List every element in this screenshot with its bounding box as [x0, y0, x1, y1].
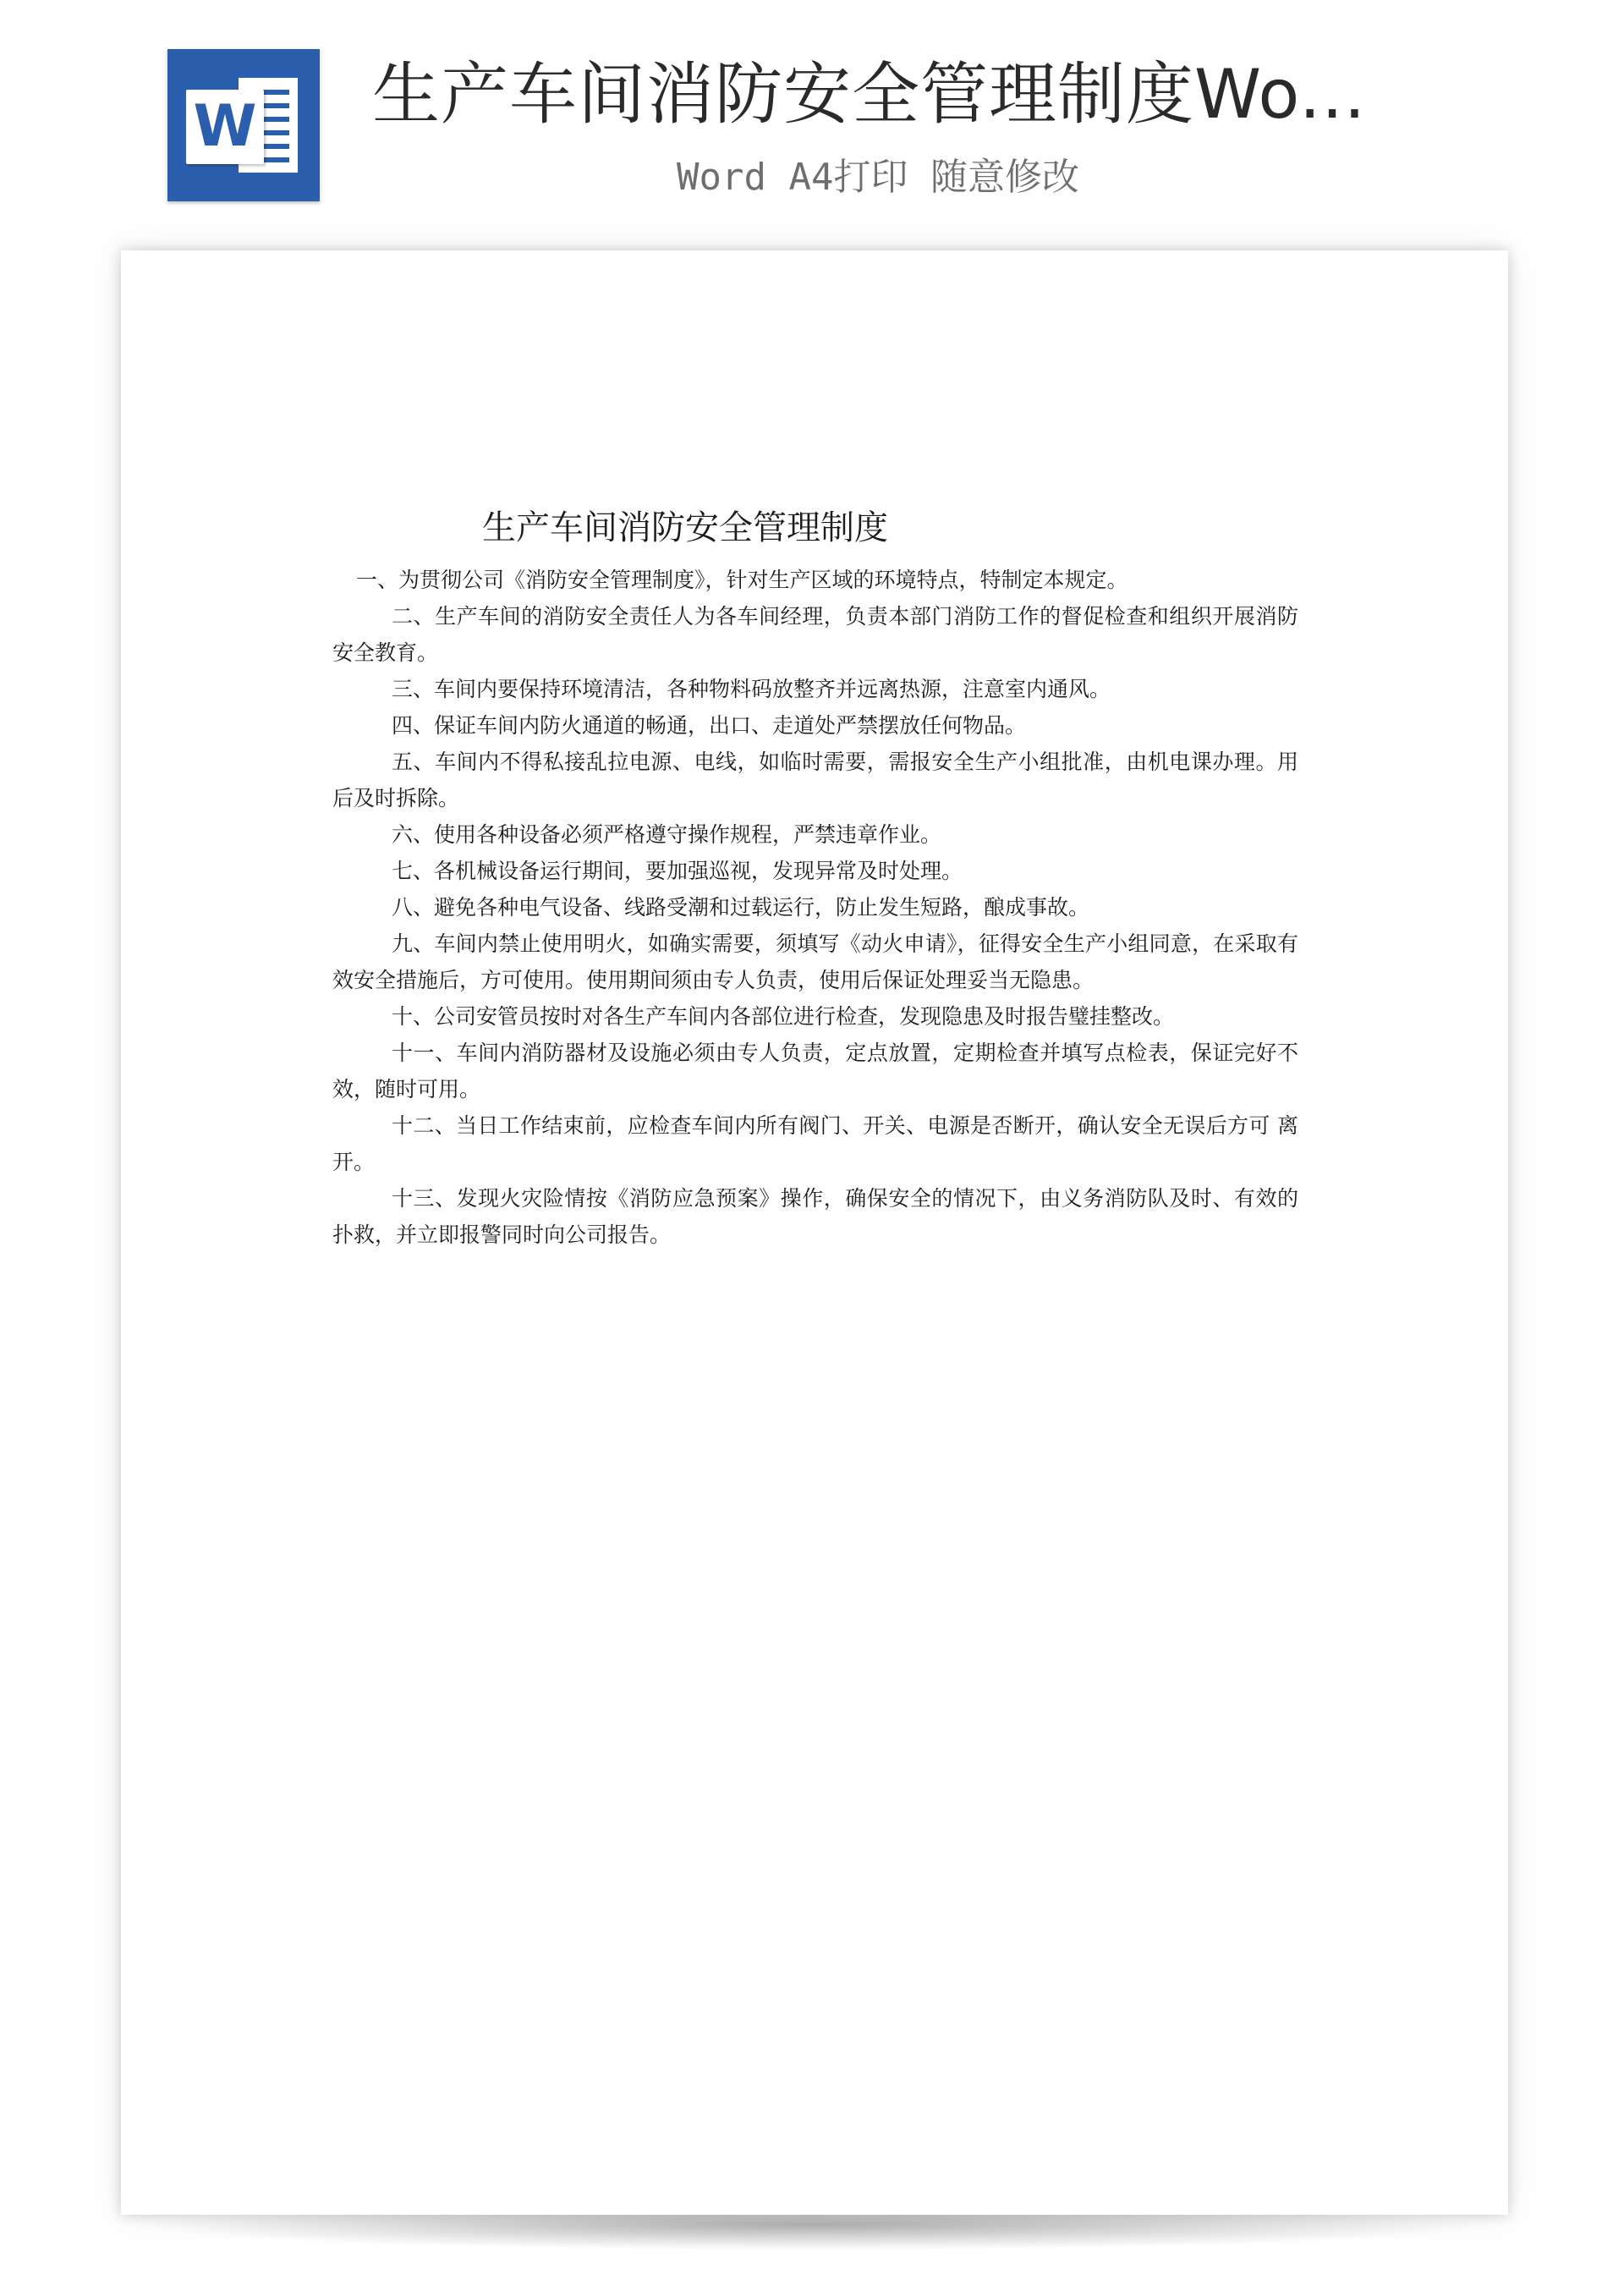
document-title: 生产车间消防安全管理制度: [482, 508, 888, 547]
w-letter: W: [193, 93, 257, 160]
paragraph-11: 十一、车间内消防器材及设施必须由专人负责，定点放置，定期检查并填写点检表，保证完好不效，随时可用。: [332, 1041, 1298, 1101]
paragraph-10: 十、公司安管员按时对各生产车间内各部位进行检查，发现隐患及时报告璧挂整改。: [392, 1004, 1175, 1029]
paragraph-5: 五、车间内不得私接乱拉电源、电线，如临时需要，需报安全生产小组批准，由机电课办理。用后及时拆除。: [332, 750, 1298, 810]
paragraph-2: 二、生产车间的消防安全责任人为各车间经理，负责本部门消防工作的督促检查和组织开展消防安全教育。: [332, 604, 1298, 665]
paragraph-1: 一、为贯彻公司《消防安全管理制度》，针对生产区域的环境特点，特制定本规定。: [356, 568, 1128, 592]
paragraph-3: 三、车间内要保持环境清洁，各种物料码放整齐并远离热源，注意室内通风。: [392, 677, 1111, 701]
document-body: [332, 562, 1298, 1253]
paragraph-13: 十三、发现火灾险情按《消防应急预案》操作，确保安全的情况下，由义务消防队及时、有效的扑救，并立即报警同时向公司报告。: [332, 1186, 1298, 1247]
paragraph-4: 四、保证车间内防火通道的畅通，出口、走道处严禁摆放任何物品。: [392, 713, 1027, 738]
paragraph-9: 九、车间内禁止使用明火，如确实需要，须填写《动火申请》，征得安全生产小组同意，在采取有效安全措施后，方可使用。使用期间须由专人负责，使用后保证处理妥当无隐患。: [332, 931, 1298, 992]
paragraph-6: 六、使用各种设备必须严格遵守操作规程，严禁违章作业。: [392, 822, 942, 847]
paragraph-7: 七、各机械设备运行期间，要加强巡视，发现异常及时处理。: [392, 859, 963, 883]
paragraph-12: 十二、当日工作结束前，应检查车间内所有阀门、开关、电源是否断开，确认安全无误后方可 离开。: [332, 1113, 1298, 1174]
banner-subtitle: Word A4打印 随意修改: [677, 156, 1079, 199]
banner-title: 生产车间消防安全管理制度Wo...: [372, 55, 1367, 134]
paragraph-8: 八、避免各种电气设备、线路受潮和过载运行，防止发生短路，酿成事故。: [392, 895, 1090, 920]
header-banner: [0, 0, 1624, 228]
